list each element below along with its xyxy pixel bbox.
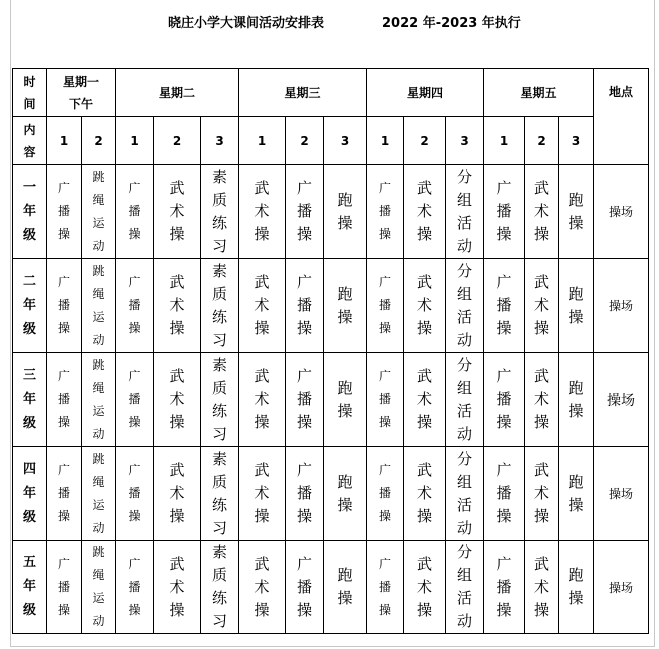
activity-cell: 广 播 操 bbox=[116, 353, 154, 447]
activity-cell: 武 术 操 bbox=[154, 353, 201, 447]
table-row bbox=[13, 259, 649, 353]
activity-cell: 广 播 操 bbox=[47, 353, 82, 447]
header-row-days bbox=[13, 69, 649, 117]
activity-cell: 素 质 练 习 bbox=[201, 259, 239, 353]
document-title: 晓庄小学大课间活动安排表 bbox=[168, 16, 325, 31]
activity-cell: 广 播 操 bbox=[286, 259, 324, 353]
activity-cell: 跑 操 bbox=[324, 353, 367, 447]
slot-number: 3 bbox=[324, 117, 367, 165]
activity-cell: 跑 操 bbox=[324, 447, 367, 541]
table-row bbox=[13, 541, 649, 634]
activity-cell: 广 播 操 bbox=[47, 447, 82, 541]
table-row bbox=[13, 165, 649, 259]
activity-cell: 武 术 操 bbox=[154, 447, 201, 541]
slot-number: 1 bbox=[47, 117, 82, 165]
place-cell: 操场 bbox=[594, 353, 649, 447]
slot-number: 1 bbox=[484, 117, 525, 165]
activity-cell: 跑 操 bbox=[559, 259, 594, 353]
activity-cell: 广 播 操 bbox=[367, 259, 404, 353]
activity-cell: 武 术 操 bbox=[404, 353, 446, 447]
slot-number: 2 bbox=[82, 117, 116, 165]
slot-number: 3 bbox=[201, 117, 239, 165]
activity-cell: 广 播 操 bbox=[47, 165, 82, 259]
activity-cell: 跳 绳 运 动 bbox=[82, 353, 116, 447]
table-row bbox=[13, 447, 649, 541]
activity-cell: 广 播 操 bbox=[116, 165, 154, 259]
place-header: 地点 bbox=[594, 69, 649, 165]
header-row-slots bbox=[13, 117, 649, 165]
activity-cell: 分 组 活 动 bbox=[446, 541, 484, 634]
slot-number: 1 bbox=[239, 117, 286, 165]
activity-cell: 武 术 操 bbox=[239, 259, 286, 353]
activity-cell: 武 术 操 bbox=[525, 259, 559, 353]
activity-cell: 跑 操 bbox=[559, 353, 594, 447]
grade-label: 四 年 级 bbox=[13, 447, 47, 541]
activity-cell: 广 播 操 bbox=[484, 165, 525, 259]
activity-cell: 武 术 操 bbox=[525, 353, 559, 447]
activity-cell: 跑 操 bbox=[324, 259, 367, 353]
activity-cell: 广 播 操 bbox=[484, 259, 525, 353]
place-cell: 操场 bbox=[594, 165, 649, 259]
activity-cell: 跳 绳 运 动 bbox=[82, 447, 116, 541]
place-cell: 操场 bbox=[594, 259, 649, 353]
activity-cell: 素 质 练 习 bbox=[201, 541, 239, 634]
activity-cell: 武 术 操 bbox=[404, 165, 446, 259]
day-header-friday: 星期五 bbox=[484, 69, 594, 117]
document-header bbox=[0, 12, 659, 32]
slot-number: 3 bbox=[446, 117, 484, 165]
grade-label: 五 年 级 bbox=[13, 541, 47, 634]
activity-cell: 武 术 操 bbox=[154, 165, 201, 259]
table-row bbox=[13, 353, 649, 447]
activity-cell: 广 播 操 bbox=[367, 353, 404, 447]
activity-cell: 广 播 操 bbox=[47, 541, 82, 634]
activity-cell: 武 术 操 bbox=[239, 541, 286, 634]
activity-cell: 广 播 操 bbox=[367, 447, 404, 541]
activity-cell: 广 播 操 bbox=[367, 541, 404, 634]
activity-cell: 素 质 练 习 bbox=[201, 353, 239, 447]
slot-number: 2 bbox=[286, 117, 324, 165]
activity-cell: 跑 操 bbox=[559, 165, 594, 259]
activity-cell: 分 组 活 动 bbox=[446, 165, 484, 259]
day-header-wednesday: 星期三 bbox=[239, 69, 367, 117]
activity-cell: 广 播 操 bbox=[286, 447, 324, 541]
day-header-monday: 星期一 下午 bbox=[47, 69, 116, 117]
activity-cell: 武 术 操 bbox=[154, 541, 201, 634]
slot-number: 1 bbox=[116, 117, 154, 165]
activity-cell: 分 组 活 动 bbox=[446, 447, 484, 541]
activity-cell: 跳 绳 运 动 bbox=[82, 541, 116, 634]
slot-number: 2 bbox=[404, 117, 446, 165]
activity-cell: 广 播 操 bbox=[286, 353, 324, 447]
activity-cell: 武 术 操 bbox=[239, 447, 286, 541]
activity-cell: 广 播 操 bbox=[116, 259, 154, 353]
activity-cell: 广 播 操 bbox=[286, 541, 324, 634]
slot-number: 1 bbox=[367, 117, 404, 165]
corner-time-label: 时 间 bbox=[13, 69, 47, 117]
activity-cell: 广 播 操 bbox=[367, 165, 404, 259]
activity-cell: 素 质 练 习 bbox=[201, 447, 239, 541]
activity-cell: 广 播 操 bbox=[116, 541, 154, 634]
activity-cell: 跳 绳 运 动 bbox=[82, 259, 116, 353]
activity-cell: 武 术 操 bbox=[239, 353, 286, 447]
slot-number: 2 bbox=[525, 117, 559, 165]
activity-cell: 武 术 操 bbox=[239, 165, 286, 259]
slot-number: 3 bbox=[559, 117, 594, 165]
activity-cell: 广 播 操 bbox=[286, 165, 324, 259]
activity-cell: 广 播 操 bbox=[484, 353, 525, 447]
grade-label: 三 年 级 bbox=[13, 353, 47, 447]
day-header-thursday: 星期四 bbox=[367, 69, 484, 117]
activity-cell: 广 播 操 bbox=[47, 259, 82, 353]
document-period: 2022 年-2023 年执行 bbox=[382, 16, 521, 31]
activity-cell: 武 术 操 bbox=[404, 447, 446, 541]
activity-cell: 武 术 操 bbox=[154, 259, 201, 353]
activity-cell: 跑 操 bbox=[559, 541, 594, 634]
activity-cell: 武 术 操 bbox=[525, 447, 559, 541]
activity-cell: 跑 操 bbox=[559, 447, 594, 541]
activity-cell: 武 术 操 bbox=[404, 541, 446, 634]
place-cell: 操场 bbox=[594, 541, 649, 634]
activity-cell: 广 播 操 bbox=[116, 447, 154, 541]
activity-cell: 广 播 操 bbox=[484, 447, 525, 541]
activity-cell: 武 术 操 bbox=[404, 259, 446, 353]
day-header-tuesday: 星期二 bbox=[116, 69, 239, 117]
activity-cell: 武 术 操 bbox=[525, 541, 559, 634]
grade-label: 二 年 级 bbox=[13, 259, 47, 353]
slot-number: 2 bbox=[154, 117, 201, 165]
activity-cell: 跑 操 bbox=[324, 165, 367, 259]
schedule-table bbox=[12, 68, 649, 634]
grade-label: 一 年 级 bbox=[13, 165, 47, 259]
activity-cell: 广 播 操 bbox=[484, 541, 525, 634]
activity-cell: 分 组 活 动 bbox=[446, 259, 484, 353]
activity-cell: 跳 绳 运 动 bbox=[82, 165, 116, 259]
corner-content-label: 内 容 bbox=[13, 117, 47, 165]
activity-cell: 素 质 练 习 bbox=[201, 165, 239, 259]
place-cell: 操场 bbox=[594, 447, 649, 541]
activity-cell: 分 组 活 动 bbox=[446, 353, 484, 447]
activity-cell: 武 术 操 bbox=[525, 165, 559, 259]
activity-cell: 跑 操 bbox=[324, 541, 367, 634]
